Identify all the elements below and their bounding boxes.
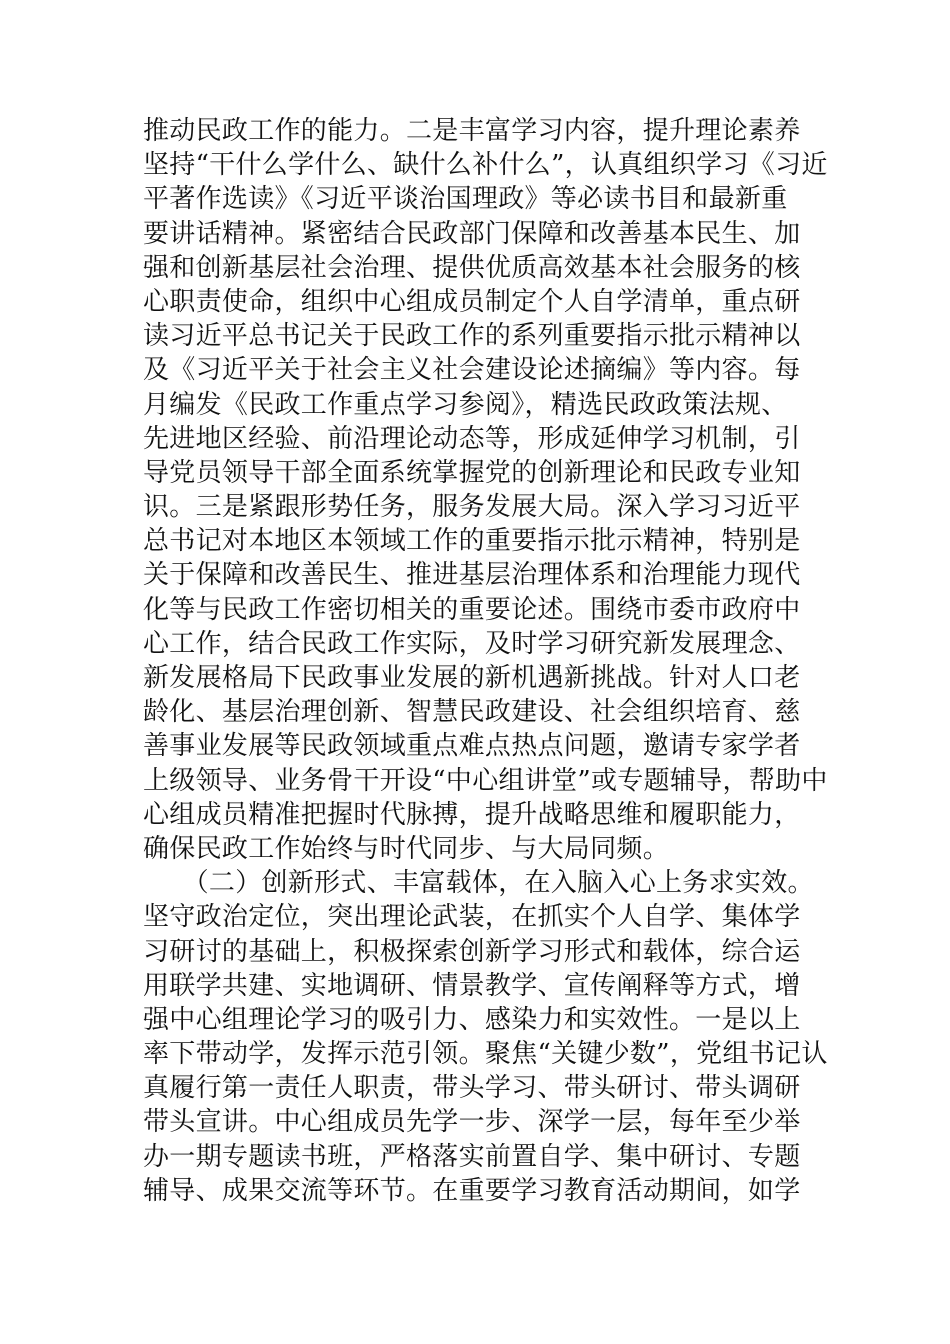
text-line: 龄化、基层治理创新、智慧民政建设、社会组织培育、慈	[143, 697, 801, 728]
body-text	[143, 114, 843, 1208]
text-line: 月编发《民政工作重点学习参阅》，精选民政政策法规、	[143, 389, 788, 420]
text-line: 读习近平总书记关于民政工作的系列重要指示批示精神以	[143, 321, 801, 352]
text-line: 坚持“干什么学什么、缺什么补什么”，认真组织学习《习近	[143, 150, 828, 181]
text-line: 善事业发展等民政领域重点难点热点问题，邀请专家学者	[143, 731, 801, 762]
text-line: 心组成员精准把握时代脉搏，提升战略思维和履职能力，	[143, 799, 801, 830]
text-line: 坚守政治定位，突出理论武装，在抓实个人自学、集体学	[143, 902, 801, 933]
text-line: 心职责使命，组织中心组成员制定个人自学清单，重点研	[143, 286, 801, 317]
text-line: 推动民政工作的能力。二是丰富学习内容，提升理论素养	[143, 116, 801, 146]
text-line: 强和创新基层社会治理、提供优质高效基本社会服务的核	[143, 252, 801, 283]
text-line: 真履行第一责任人职责，带头学习、带头研讨、带头调研	[143, 1073, 801, 1104]
text-line: 及《习近平关于社会主义社会建设论述摘编》等内容。每	[143, 355, 801, 386]
text-line: 总书记对本地区本领域工作的重要指示批示精神，特别是	[143, 526, 801, 557]
text-line: 心工作，结合民政工作实际，及时学习研究新发展理念、	[143, 628, 801, 659]
text-line: 导党员领导干部全面系统掌握党的创新理论和民政专业知	[143, 457, 801, 488]
text-line: 用联学共建、实地调研、情景教学、宣传阐释等方式，增	[143, 970, 801, 1001]
text-line: 上级领导、业务骨干开设“中心组讲堂”或专题辅导，帮助中	[143, 765, 828, 796]
text-line: 办一期专题读书班，严格落实前置自学、集中研讨、专题	[143, 1141, 801, 1172]
text-line: 确保民政工作始终与时代同步、与大局同频。	[143, 833, 670, 864]
text-line: 习研讨的基础上，积极探索创新学习形式和载体，综合运	[143, 936, 801, 967]
text-line: 率下带动学，发挥示范引领。聚焦“关键少数”，党组书记认	[143, 1039, 828, 1070]
text-line: 带头宣讲。中心组成员先学一步、深学一层，每年至少举	[143, 1107, 801, 1138]
text-line: 识。三是紧跟形势任务，服务发展大局。深入学习习近平	[143, 492, 801, 523]
text-line: 强中心组理论学习的吸引力、感染力和实效性。一是以上	[143, 1004, 801, 1035]
text-line: 化等与民政工作密切相关的重要论述。围绕市委市政府中	[143, 594, 801, 625]
text-line: 先进地区经验、前沿理论动态等，形成延伸学习机制，引	[143, 423, 801, 454]
text-line: 关于保障和改善民生、推进基层治理体系和治理能力现代	[143, 560, 801, 591]
text-line: 新发展格局下民政事业发展的新机遇新挑战。针对人口老	[143, 663, 801, 693]
text-line: 要讲话精神。紧密结合民政部门保障和改善基本民生、加	[143, 218, 801, 249]
section-heading-line: （二）创新形式、丰富载体，在入脑入心上务求实效。	[143, 868, 814, 899]
text-line: 平著作选读》《习近平谈治国理政》等必读书目和最新重	[143, 184, 788, 215]
text-line: 辅导、成果交流等环节。在重要学习教育活动期间，如学	[143, 1175, 801, 1206]
